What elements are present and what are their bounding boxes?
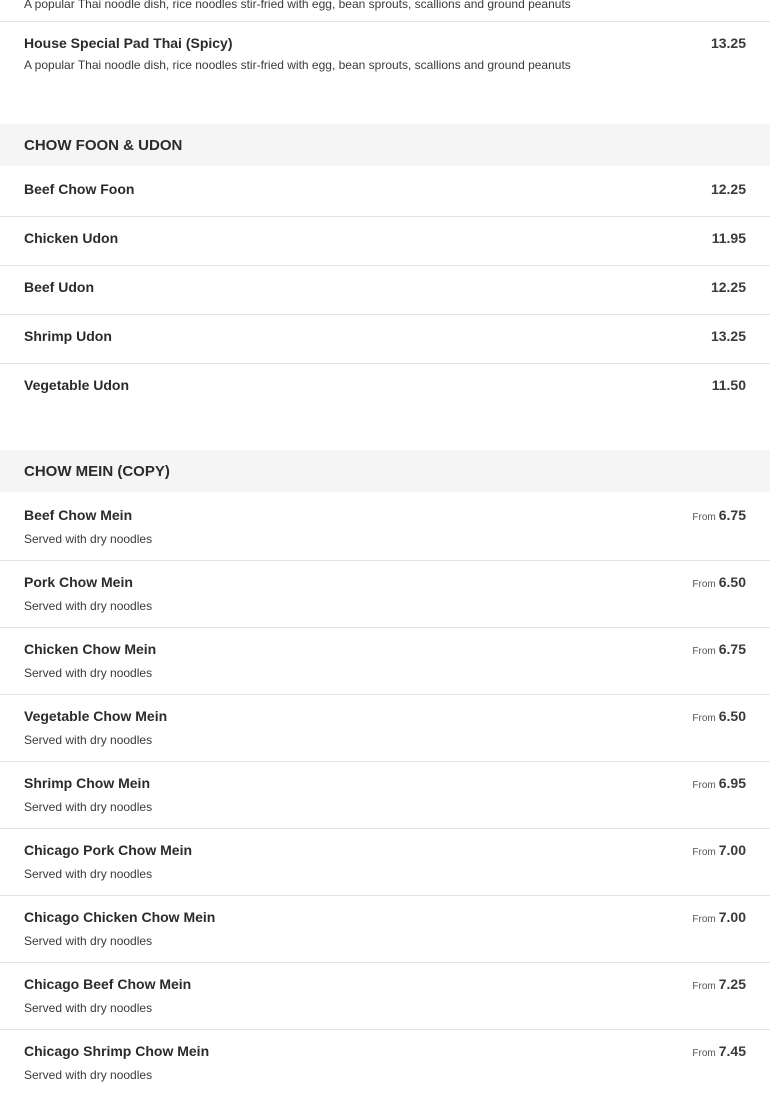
price-value: 7.00: [718, 909, 746, 925]
menu-item[interactable]: [0, 230, 770, 260]
item-description: Served with dry noodles: [24, 532, 153, 546]
item-price: [692, 574, 746, 593]
item-name: House Special Pad Thai (Spicy): [24, 35, 233, 51]
divider: [0, 627, 770, 628]
item-price: 11.50: [711, 377, 746, 393]
menu-item[interactable]: [0, 574, 770, 622]
item-name: Beef Chow Foon: [24, 181, 135, 197]
price-value: 6.50: [718, 574, 746, 590]
item-name: Beef Udon: [24, 279, 94, 295]
section-title: CHOW FOON & UDON: [24, 137, 183, 154]
item-description: A popular Thai noodle dish, rice noodles stir-fried with egg, bean sprouts, scallions and ground peanuts: [24, 0, 571, 11]
menu-item[interactable]: [0, 377, 770, 407]
price-value: 6.75: [718, 641, 746, 657]
price-value: 7.45: [718, 1043, 746, 1059]
price-value: 6.95: [718, 775, 746, 791]
item-name: Pork Chow Mein: [24, 574, 133, 590]
item-name: Chicago Pork Chow Mein: [24, 842, 193, 858]
divider: [0, 761, 770, 762]
divider: [0, 265, 770, 266]
item-description: Served with dry noodles: [24, 733, 153, 747]
item-name: Beef Chow Mein: [24, 507, 133, 523]
section-header-chow-foon-udon: [0, 124, 770, 166]
price-value: 6.75: [718, 507, 746, 523]
item-description: Served with dry noodles: [24, 1068, 153, 1082]
price-value: 6.50: [718, 708, 746, 724]
item-description: Served with dry noodles: [24, 867, 153, 881]
from-label: From: [692, 780, 716, 791]
menu-item[interactable]: [0, 279, 770, 309]
from-label: From: [692, 914, 716, 925]
item-price: 13.25: [710, 35, 746, 51]
item-price: [692, 708, 746, 727]
section-header-chow-mein: [0, 450, 770, 492]
item-price: [692, 909, 746, 928]
item-price: [692, 976, 746, 995]
divider: [0, 21, 770, 22]
item-name: Chicken Udon: [24, 230, 119, 246]
menu-item[interactable]: [0, 641, 770, 689]
item-name: Shrimp Udon: [24, 328, 112, 344]
divider: [0, 962, 770, 963]
item-price: 13.25: [710, 328, 746, 344]
divider: [0, 1029, 770, 1030]
divider: [0, 694, 770, 695]
menu-item[interactable]: [0, 976, 770, 1024]
item-name: Chicago Chicken Chow Mein: [24, 909, 216, 925]
from-label: From: [692, 981, 716, 992]
from-label: From: [692, 713, 716, 724]
section-title: CHOW MEIN (COPY): [24, 463, 170, 480]
divider: [0, 828, 770, 829]
item-description: Served with dry noodles: [24, 934, 153, 948]
price-value: 7.00: [718, 842, 746, 858]
item-price: [692, 641, 746, 660]
from-label: From: [692, 512, 716, 523]
menu-item[interactable]: [0, 507, 770, 555]
item-description: A popular Thai noodle dish, rice noodles stir-fried with egg, bean sprouts, scallions and ground peanuts: [24, 58, 571, 72]
item-price: [692, 842, 746, 861]
item-name: Chicken Chow Mein: [24, 641, 157, 657]
menu-item[interactable]: [0, 328, 770, 358]
item-description: Served with dry noodles: [24, 599, 153, 613]
menu-item[interactable]: [0, 1043, 770, 1091]
from-label: From: [692, 579, 716, 590]
divider: [0, 216, 770, 217]
item-name: Vegetable Chow Mein: [24, 708, 168, 724]
item-price: [692, 507, 746, 526]
price-value: 7.25: [718, 976, 746, 992]
menu-item[interactable]: [0, 909, 770, 957]
item-name: Chicago Shrimp Chow Mein: [24, 1043, 210, 1059]
item-price: 12.25: [710, 279, 746, 295]
item-name: Vegetable Udon: [24, 377, 130, 393]
menu-item[interactable]: [0, 775, 770, 823]
item-name: Shrimp Chow Mein: [24, 775, 150, 791]
item-description: Served with dry noodles: [24, 800, 153, 814]
from-label: From: [692, 847, 716, 858]
item-price: [692, 1043, 746, 1062]
item-name: Chicago Beef Chow Mein: [24, 976, 192, 992]
menu-item-pad-thai-partial[interactable]: [0, 0, 770, 21]
menu-item[interactable]: [0, 181, 770, 211]
from-label: From: [692, 646, 716, 657]
from-label: From: [692, 1048, 716, 1059]
item-price: [692, 775, 746, 794]
menu-item[interactable]: [0, 842, 770, 890]
item-description: Served with dry noodles: [24, 666, 153, 680]
divider: [0, 363, 770, 364]
item-price: 11.95: [711, 230, 746, 246]
menu-item[interactable]: [0, 708, 770, 756]
menu-item-house-special-pad-thai[interactable]: [0, 35, 770, 85]
item-price: 12.25: [710, 181, 746, 197]
divider: [0, 560, 770, 561]
divider: [0, 314, 770, 315]
divider: [0, 895, 770, 896]
item-description: Served with dry noodles: [24, 1001, 153, 1015]
